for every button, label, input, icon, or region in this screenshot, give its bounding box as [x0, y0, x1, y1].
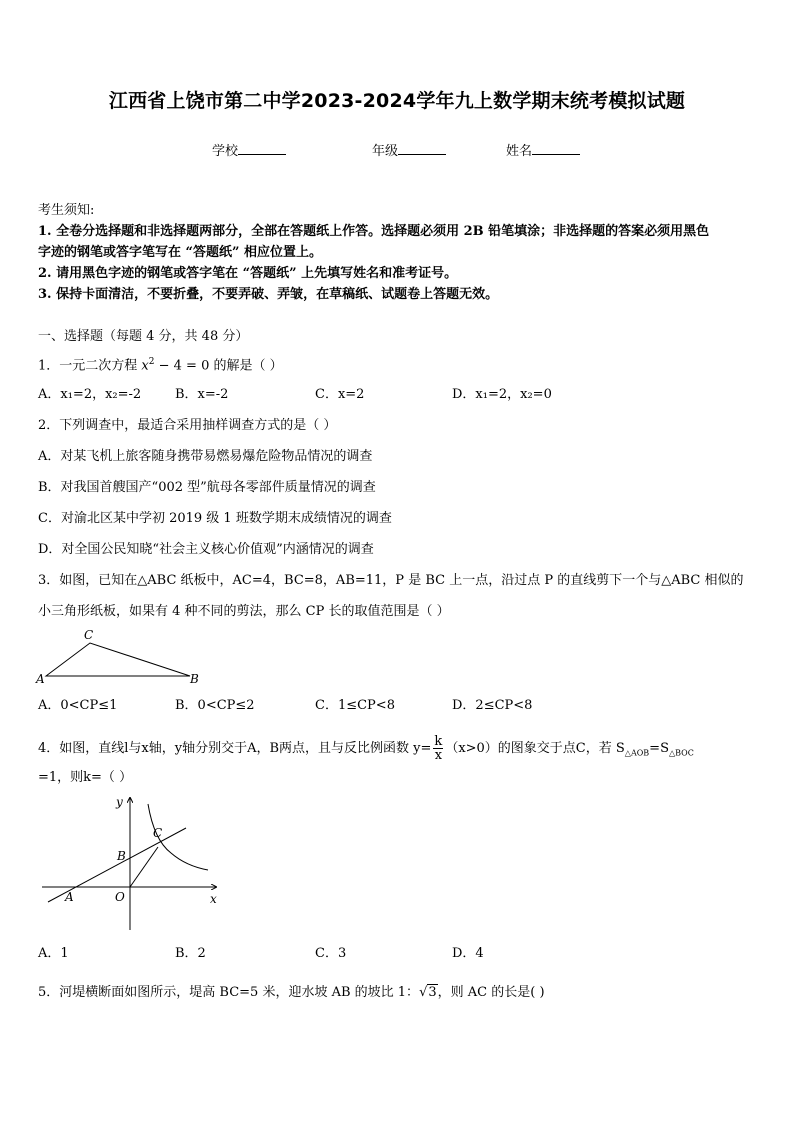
q4-stem-a: 4．如图，直线l与x轴，y轴分别交于A，B两点，且与反比例函数 y= — [38, 741, 432, 756]
notice-item-1a: 1. 全卷分选择题和非选择题两部分，全部在答题纸上作答。选择题必须用 2B 铅笔填涂；非选择题的答案必须用黑色 — [38, 224, 710, 239]
q4-frac-den: x — [434, 748, 443, 763]
q3-option-d: D．2≤CP<8 — [452, 698, 533, 713]
q1-stem-b: 的解是（ ） — [213, 358, 283, 374]
q3-stem-line1: 3．如图，已知在△ABC 纸板中，AC=4，BC=8，AB=11，P 是 BC 上一点，沿过点 P 的直线剪下一个与△ABC 相似的 — [38, 573, 744, 588]
fig-label-y: y — [116, 795, 123, 809]
q4-option-a: A．1 — [38, 946, 69, 961]
exam-title: 江西省上饶市第二中学2023-2024学年九上数学期末统考模拟试题 — [108, 90, 686, 112]
notice-item-1b: 字迹的钢笔或答字笔写在 “答题纸” 相应位置上。 — [38, 245, 323, 260]
fig-label-b: B — [117, 849, 126, 863]
fig-label-a: A — [65, 890, 74, 904]
name-label: 姓名 — [506, 144, 533, 159]
triangle-abc — [46, 643, 190, 676]
notice-item-3: 3. 保持卡面清洁，不要折叠，不要弄破、弄皱，在草稿纸、试题卷上答题无效。 — [38, 287, 499, 302]
q3-stem-line2: 小三角形纸板，如果有 4 种不同的剪法，那么 CP 长的取值范围是（ ） — [38, 604, 450, 619]
grade-label: 年级 — [372, 144, 399, 159]
segment-oc — [130, 847, 158, 887]
fig-label-o: O — [115, 890, 125, 904]
fig-label-a: A — [36, 672, 45, 686]
q4-stem-line1 — [38, 735, 694, 762]
q1-option-d: D．x₁=2，x₂=0 — [452, 387, 552, 402]
q3-triangle-figure — [34, 626, 204, 688]
q4-stem-line2: =1，则k=（ ） — [38, 770, 133, 785]
fig-label-x: x — [210, 892, 217, 906]
q3-option-c: C．1≤CP<8 — [315, 698, 395, 713]
grade-blank — [398, 142, 446, 155]
q1-option-b: B．x=-2 — [175, 387, 229, 402]
q4-option-b: B．2 — [175, 946, 206, 961]
q2-option-c: C．对渝北区某中学初 2019 级 1 班数学期末成绩情况的调查 — [38, 511, 392, 526]
q5-sqrt-value: 3 — [428, 985, 437, 1000]
q1-stem-a: 1．一元二次方程 — [38, 358, 142, 374]
q4-sub-aob: △AOB — [624, 748, 650, 758]
q2-option-a: A．对某飞机上旅客随身携带易燃易爆危险物品情况的调查 — [38, 449, 373, 464]
grade-field — [372, 140, 446, 159]
q5-stem — [38, 985, 545, 1000]
fig-label-c: C — [153, 826, 163, 840]
fig-label-c: C — [84, 628, 94, 642]
name-blank — [532, 142, 580, 155]
fig-label-b: B — [190, 672, 199, 686]
school-label: 学校 — [212, 144, 239, 159]
q4-fraction — [433, 735, 443, 762]
q5-stem-a: 5．河堤横断面如图所示，堤高 BC=5 米，迎水坡 AB 的坡比 1： — [38, 985, 420, 1000]
notice-heading: 考生须知: — [38, 203, 95, 218]
section-heading: 一、选择题（每题 4 分，共 48 分） — [38, 329, 249, 344]
q4-option-d: D．4 — [452, 946, 484, 961]
q1-option-a: A．x₁=2，x₂=-2 — [38, 387, 142, 402]
q4-sub-boc: △BOC — [668, 748, 694, 758]
notice-item-2: 2. 请用黑色字迹的钢笔或答字笔在 “答题纸” 上先填写姓名和准考证号。 — [38, 266, 458, 281]
school-field — [212, 140, 286, 159]
q4-option-c: C．3 — [315, 946, 347, 961]
q4-stem-b: （x>0）的图象交于点C，若 S — [445, 741, 625, 756]
q5-stem-b: ，则 AC 的长是( ) — [437, 985, 545, 1000]
q2-option-d: D．对全国公民知晓“社会主义核心价值观”内涵情况的调查 — [38, 542, 374, 557]
q3-option-b: B．0<CP≤2 — [175, 698, 255, 713]
name-field — [506, 140, 580, 159]
q3-option-a: A．0<CP≤1 — [38, 698, 118, 713]
q2-option-b: B．对我国首艘国产“002 型”航母各零部件质量情况的调查 — [38, 480, 376, 495]
q5-sqrt: √3 — [419, 985, 437, 1000]
q1-option-c: C．x=2 — [315, 387, 365, 402]
school-blank — [238, 142, 286, 155]
q4-frac-num: k — [434, 734, 443, 749]
q4-graph-figure — [36, 790, 226, 935]
q1-stem: 1．一元二次方程 $x^2 - 4 = 0$ 的解是（ ） — [38, 357, 283, 374]
q2-stem: 2．下列调查中，最适合采用抽样调查方式的是（ ） — [38, 418, 337, 433]
q4-eq: =S — [649, 741, 669, 756]
